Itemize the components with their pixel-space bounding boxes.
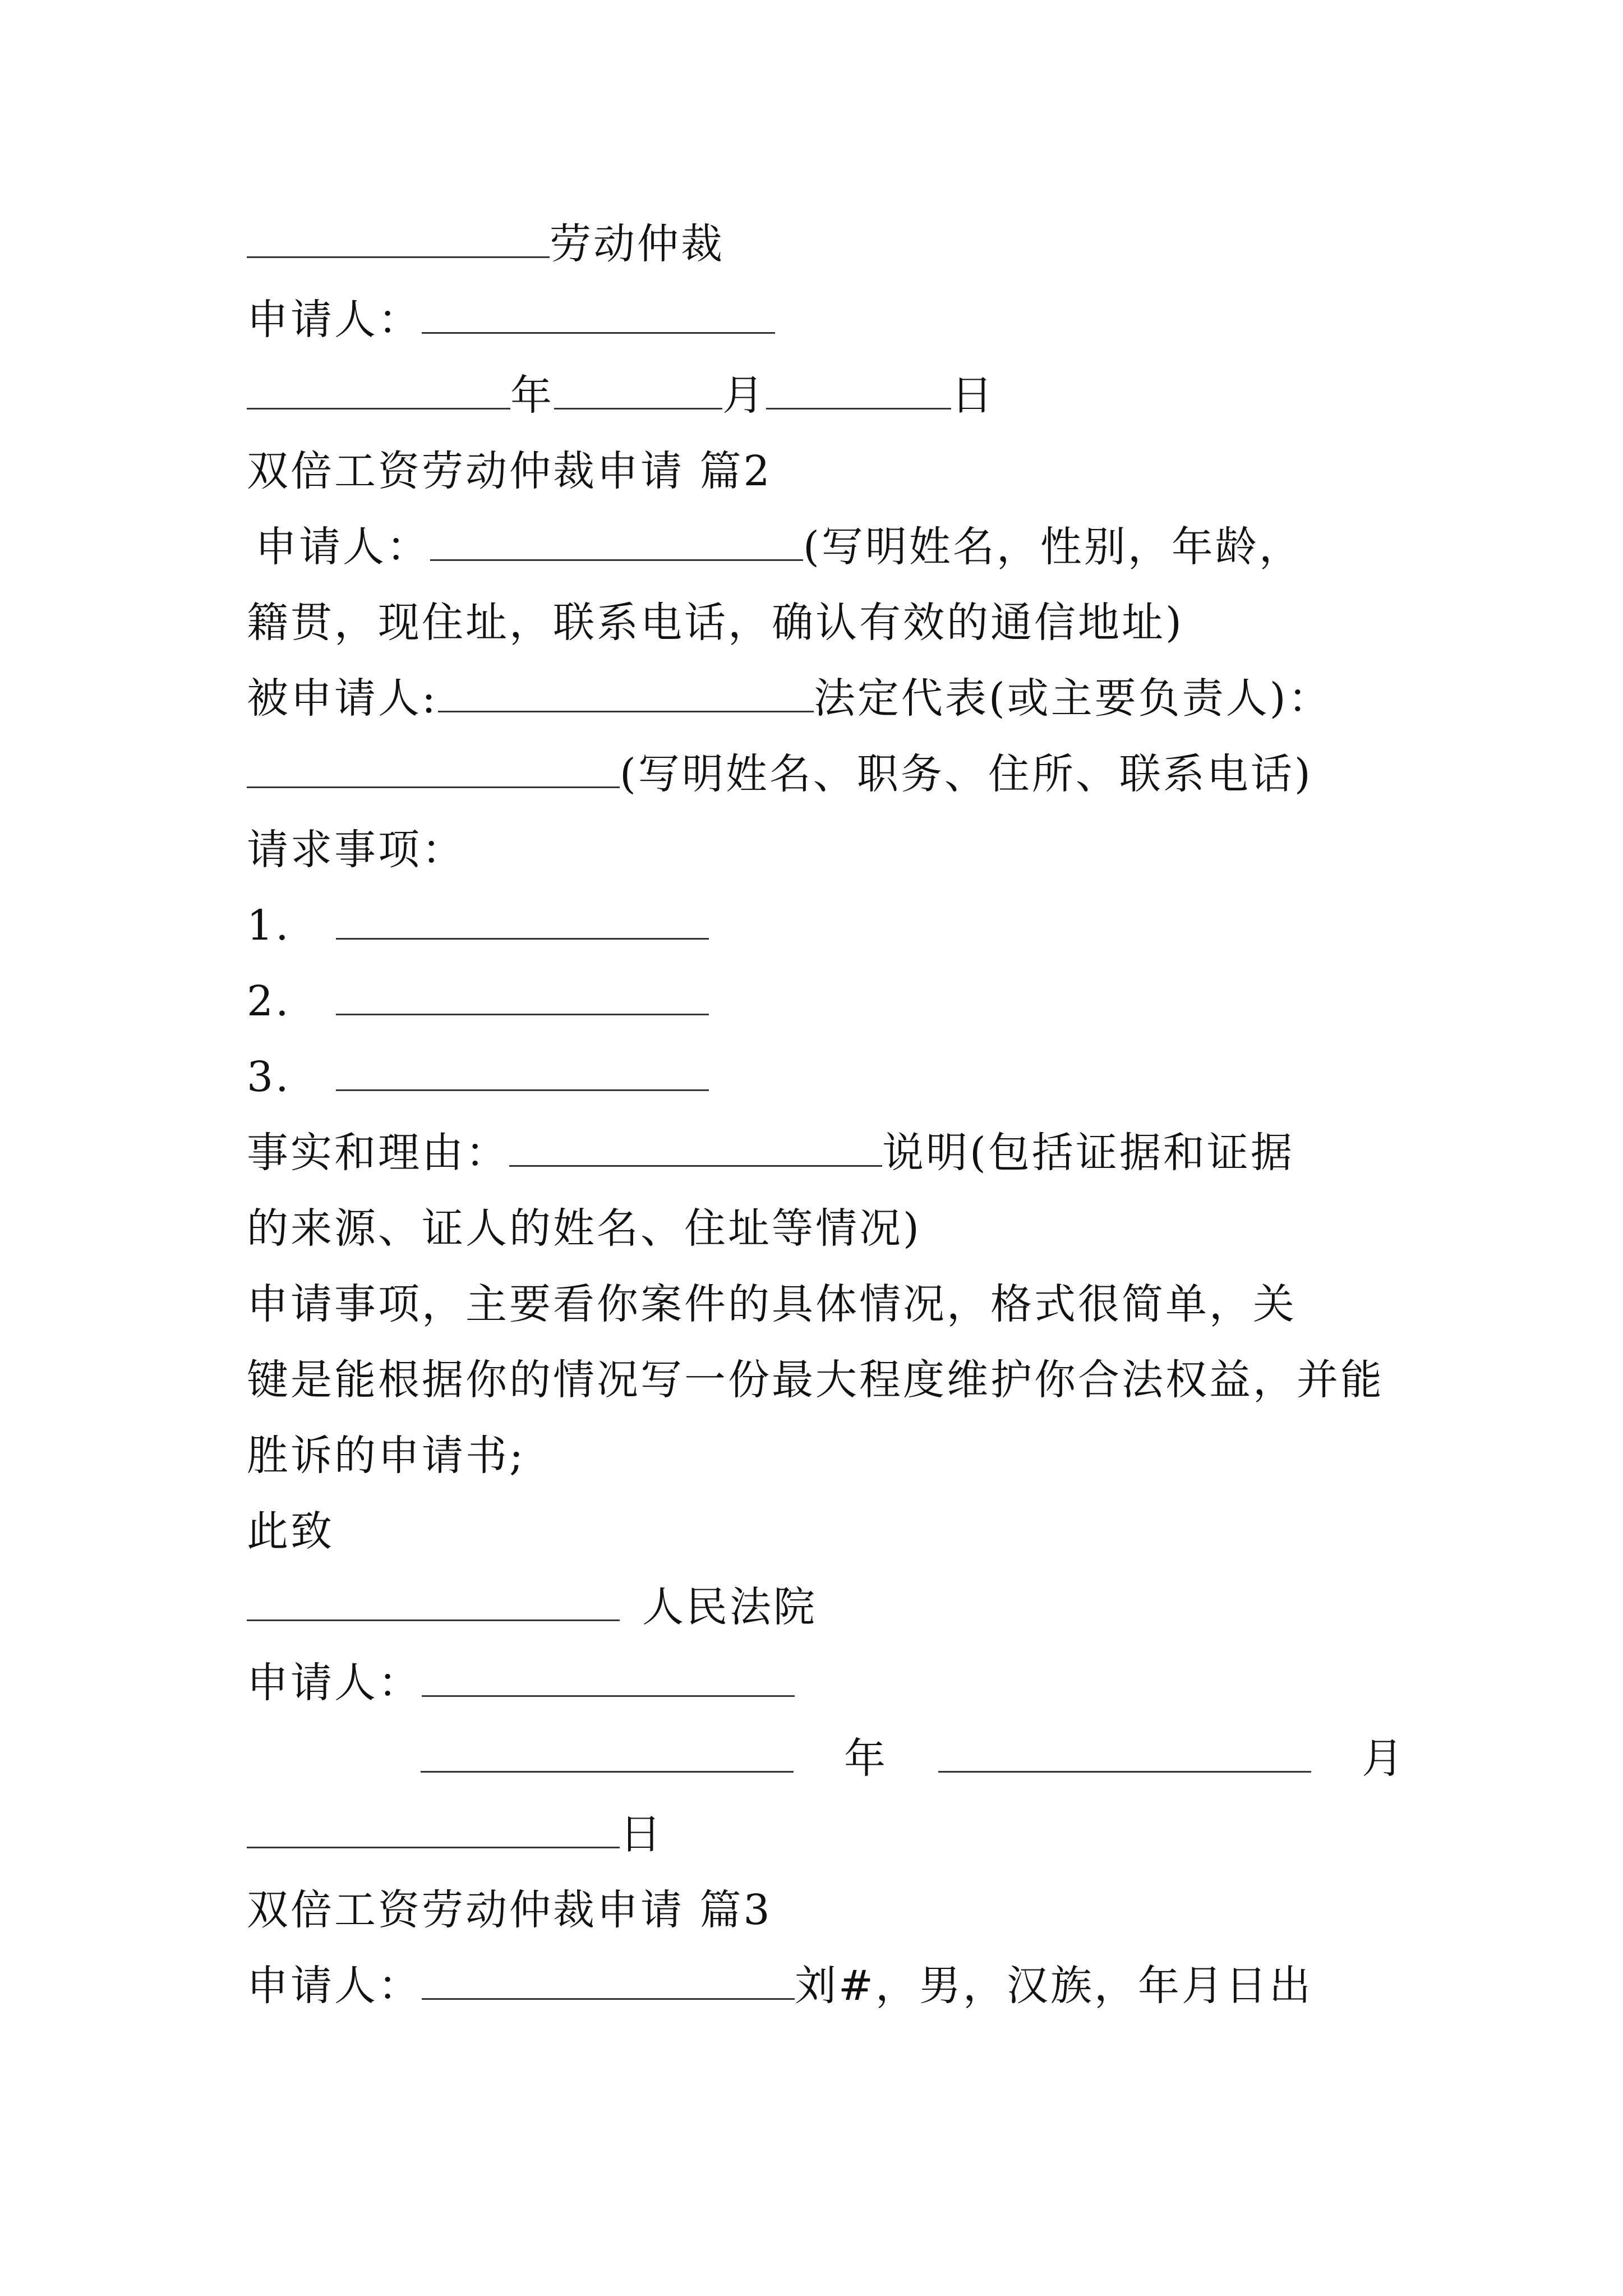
month-label: 月 [722, 371, 766, 420]
applicant-label: 申请人： [247, 296, 422, 344]
court-line [247, 1579, 817, 1635]
blank-field [336, 1056, 709, 1091]
blank-field [938, 1737, 1311, 1773]
blank-field [336, 904, 709, 940]
legal-rep-note: (写明姓名、职务、住所、联系电话) [620, 750, 1313, 798]
claim-item [247, 898, 709, 954]
paragraph-line: 键是能根据你的情况写一份最大程度维护你合法权益，并能 [247, 1356, 1384, 1404]
claim-item [247, 1049, 709, 1105]
legal-rep-line [247, 746, 1313, 802]
arbitration-label: 劳动仲裁 [550, 220, 725, 268]
claim-number: 3. [247, 1053, 291, 1101]
date-line [247, 367, 995, 424]
blank-field [336, 980, 709, 1015]
year-label: 年 [844, 1734, 888, 1783]
blank-field [766, 374, 951, 409]
facts-label: 事实和理由： [247, 1129, 509, 1177]
claim-number: 1. [247, 901, 291, 950]
respondent-label: 被申请人: [247, 674, 438, 723]
date-line [421, 1731, 1405, 1787]
court-label: 人民法院 [642, 1583, 817, 1631]
blank-field [247, 223, 550, 258]
blank-field [422, 1964, 795, 2000]
blank-field [247, 1813, 620, 1848]
applicant-label: 申请人： [255, 523, 430, 571]
blank-field [247, 1586, 620, 1621]
applicant-line [247, 1655, 795, 1711]
legal-rep-label: 法定代表(或主要负责人)： [813, 674, 1332, 723]
paragraph-line: 胜诉的申请书; [247, 1432, 525, 1480]
claims-heading: 请求事项： [247, 826, 465, 874]
day-label: 日 [620, 1810, 663, 1858]
claim-item [247, 973, 709, 1029]
applicant-line [247, 292, 775, 348]
blank-field [247, 753, 620, 788]
section-heading: 双倍工资劳动仲裁申请 篇3 [247, 1886, 772, 1934]
blank-field [421, 1737, 794, 1773]
month-label: 月 [1362, 1734, 1405, 1783]
applicant-label: 申请人： [247, 1962, 422, 2010]
claim-number: 2. [247, 977, 291, 1025]
blank-field [422, 1662, 795, 1697]
blank-field [247, 374, 510, 409]
day-label: 日 [951, 371, 995, 420]
blank-field [509, 1131, 882, 1167]
date-line [247, 1806, 663, 1862]
arbitration-line [247, 216, 725, 272]
blank-field [430, 526, 803, 561]
applicant-label: 申请人： [247, 1659, 422, 1707]
blank-field [438, 677, 814, 712]
paragraph-line: 籍贯，现住址，联系电话，确认有效的通信地址) [247, 599, 1184, 647]
paragraph-line: 的来源、证人的姓名、住址等情况) [247, 1204, 921, 1253]
section-heading: 双倍工资劳动仲裁申请 篇2 [247, 447, 772, 495]
blank-field [554, 374, 722, 409]
facts-note: 说明(包括证据和证据 [882, 1129, 1294, 1177]
year-label: 年 [510, 371, 554, 420]
paragraph-line: 申请事项，主要看你案件的具体情况，格式很简单，关 [247, 1280, 1297, 1328]
respondent-line [247, 670, 1332, 726]
applicant-line [255, 519, 1303, 575]
applicant-line [247, 1958, 1313, 2014]
blank-field [422, 298, 775, 334]
applicant-details: 刘#，男，汉族，年月日出 [795, 1962, 1313, 2010]
salutation: 此致 [247, 1507, 334, 1556]
facts-line [247, 1125, 1294, 1181]
applicant-note: (写明姓名，性别，年龄， [803, 523, 1303, 571]
